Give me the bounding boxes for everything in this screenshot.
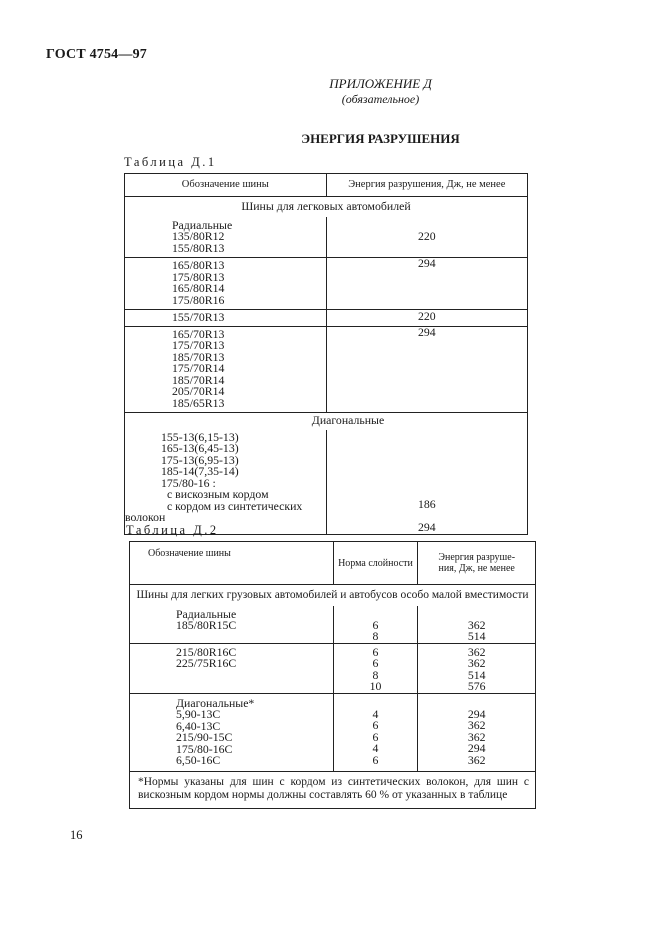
tire-size: 165/80R14 (172, 281, 225, 295)
table2-diag-energy (418, 693, 536, 771)
table1-group4 (125, 326, 327, 413)
table1-group5-values (326, 430, 527, 535)
ply-value: 6 (372, 729, 379, 744)
table2 (129, 541, 536, 809)
energy-value: 186 (417, 496, 436, 511)
tire-size: 5,90-13C (176, 707, 221, 721)
table2-r1-energy (418, 606, 536, 644)
ply-value: 10 (369, 679, 382, 693)
table1-group1-value: 220 (326, 217, 527, 258)
energy-value: 362 (467, 617, 486, 632)
energy-value: 362 (467, 644, 486, 659)
energy-value: 362 (467, 752, 486, 767)
table1-group2 (125, 258, 327, 310)
diagonal-label: Диагональные* (176, 695, 255, 710)
table1 (124, 173, 528, 535)
table1-section-passenger: Шины для легковых автомобилей (125, 197, 528, 217)
col-energy-line: ния, Дж, не менее (438, 563, 515, 574)
table1-section-diagonal: Диагональные (125, 413, 528, 430)
tire-size: 155-13(6,15-13) (161, 429, 239, 444)
ply-value: 4 (372, 741, 379, 755)
tire-size: 155/80R13 (172, 240, 225, 255)
energy-value: 294 (467, 706, 486, 721)
tire-size: 175-13(6,95-13) (161, 452, 239, 467)
table1-caption: Таблица Д.1 (124, 155, 217, 169)
tire-size: 175/80-16 : (161, 475, 216, 490)
tire-size: 185/65R13 (172, 395, 225, 410)
table1-group3-value: 220 (326, 310, 527, 327)
table2-r1-ply (333, 606, 418, 644)
ply-value: 6 (372, 644, 379, 659)
appendix-status: (обязательное) (341, 92, 420, 106)
tire-size: 185/80R15C (176, 618, 237, 632)
table2-caption: Таблица Д.2 (126, 523, 219, 537)
table1-group3 (125, 310, 327, 327)
tire-size: 185/70R13 (172, 349, 225, 364)
energy-value: 294 (417, 520, 436, 534)
ply-value: 8 (372, 629, 379, 643)
page-number: 16 (70, 828, 83, 842)
tire-size: 165/70R13 (172, 326, 225, 341)
tire-size: 165/80R13 (172, 258, 225, 272)
tire-size: 215/80R16C (176, 644, 237, 659)
table2-radial-group1 (130, 606, 334, 644)
section-title: ЭНЕРГИЯ РАЗРУШЕНИЯ (301, 131, 460, 146)
table1-col-energy: Энергия разрушения, Дж, не менее (326, 174, 527, 197)
ply-value: 6 (372, 718, 379, 732)
ply-value: 4 (372, 706, 379, 721)
table2-r2-ply (333, 643, 418, 693)
radial-label: Радиальные (176, 606, 237, 621)
tire-subtype: с кордом из синтетических (167, 498, 303, 513)
energy-value: 362 (467, 729, 486, 744)
table2-radial-group2 (130, 643, 334, 693)
tire-size: 135/80R12 (172, 229, 225, 243)
energy-value: 362 (467, 656, 486, 670)
tire-size: 6,50-16C (176, 753, 221, 767)
energy-value: 294 (467, 741, 486, 755)
ply-value: 6 (372, 656, 379, 670)
table1-group2-value: 294 (326, 258, 527, 310)
tire-size: 165-13(6,45-13) (161, 441, 239, 455)
tire-size: 175/80R16 (172, 292, 225, 307)
table2-footnote: *Нормы указаны для шин с кордом из синтетических волокон, для шин с вискозным кордом нормы должны составлять 60 % от указанных в таблице (130, 771, 536, 808)
radial-label: Радиальные (172, 217, 233, 232)
table2-col-tire: Обозначение шины (130, 542, 334, 585)
table1-group1 (125, 217, 327, 258)
tire-size: 205/70R14 (172, 384, 225, 398)
energy-value: 514 (467, 629, 486, 643)
tire-size: 175/70R13 (172, 338, 225, 352)
table2-diagonal-group (130, 693, 334, 771)
tire-size: 225/75R16C (176, 656, 237, 670)
tire-subtype: с вискозным кордом (167, 487, 269, 501)
table1-group5 (125, 430, 327, 535)
table1-col-tire: Обозначение шины (125, 174, 327, 197)
ply-value: 8 (372, 667, 379, 682)
col-energy-line: Энергия разруше- (438, 552, 516, 563)
energy-value: 362 (467, 718, 486, 732)
energy-value: 514 (467, 667, 486, 682)
ply-value: 6 (372, 752, 379, 767)
standard-header: ГОСТ 4754—97 (46, 47, 147, 62)
appendix-title: ПРИЛОЖЕНИЕ Д (329, 76, 432, 91)
table2-section-truck: Шины для легких грузовых автомобилей и автобусов особо малой вместимости (130, 585, 536, 606)
ply-value: 6 (372, 617, 379, 632)
table1-group4-value: 294 (326, 326, 527, 413)
tire-size: 185-14(7,35-14) (161, 464, 239, 478)
tire-size: 175/80R13 (172, 269, 225, 284)
tire-size: 175/80-16C (176, 741, 233, 756)
tire-size: 215/90-15C (176, 730, 233, 744)
tire-subtype: волокон (125, 510, 166, 524)
table2-col-ply: Норма слойности (333, 542, 418, 585)
tire-size: 175/70R14 (172, 361, 225, 375)
table2-diag-ply (333, 693, 418, 771)
tire-size: 6,40-13C (176, 718, 221, 733)
table2-col-energy (418, 542, 536, 585)
table2-r2-energy (418, 643, 536, 693)
tire-size: 185/70R14 (172, 372, 225, 387)
tire-size: 155/70R13 (172, 310, 225, 324)
energy-value: 576 (467, 679, 486, 693)
